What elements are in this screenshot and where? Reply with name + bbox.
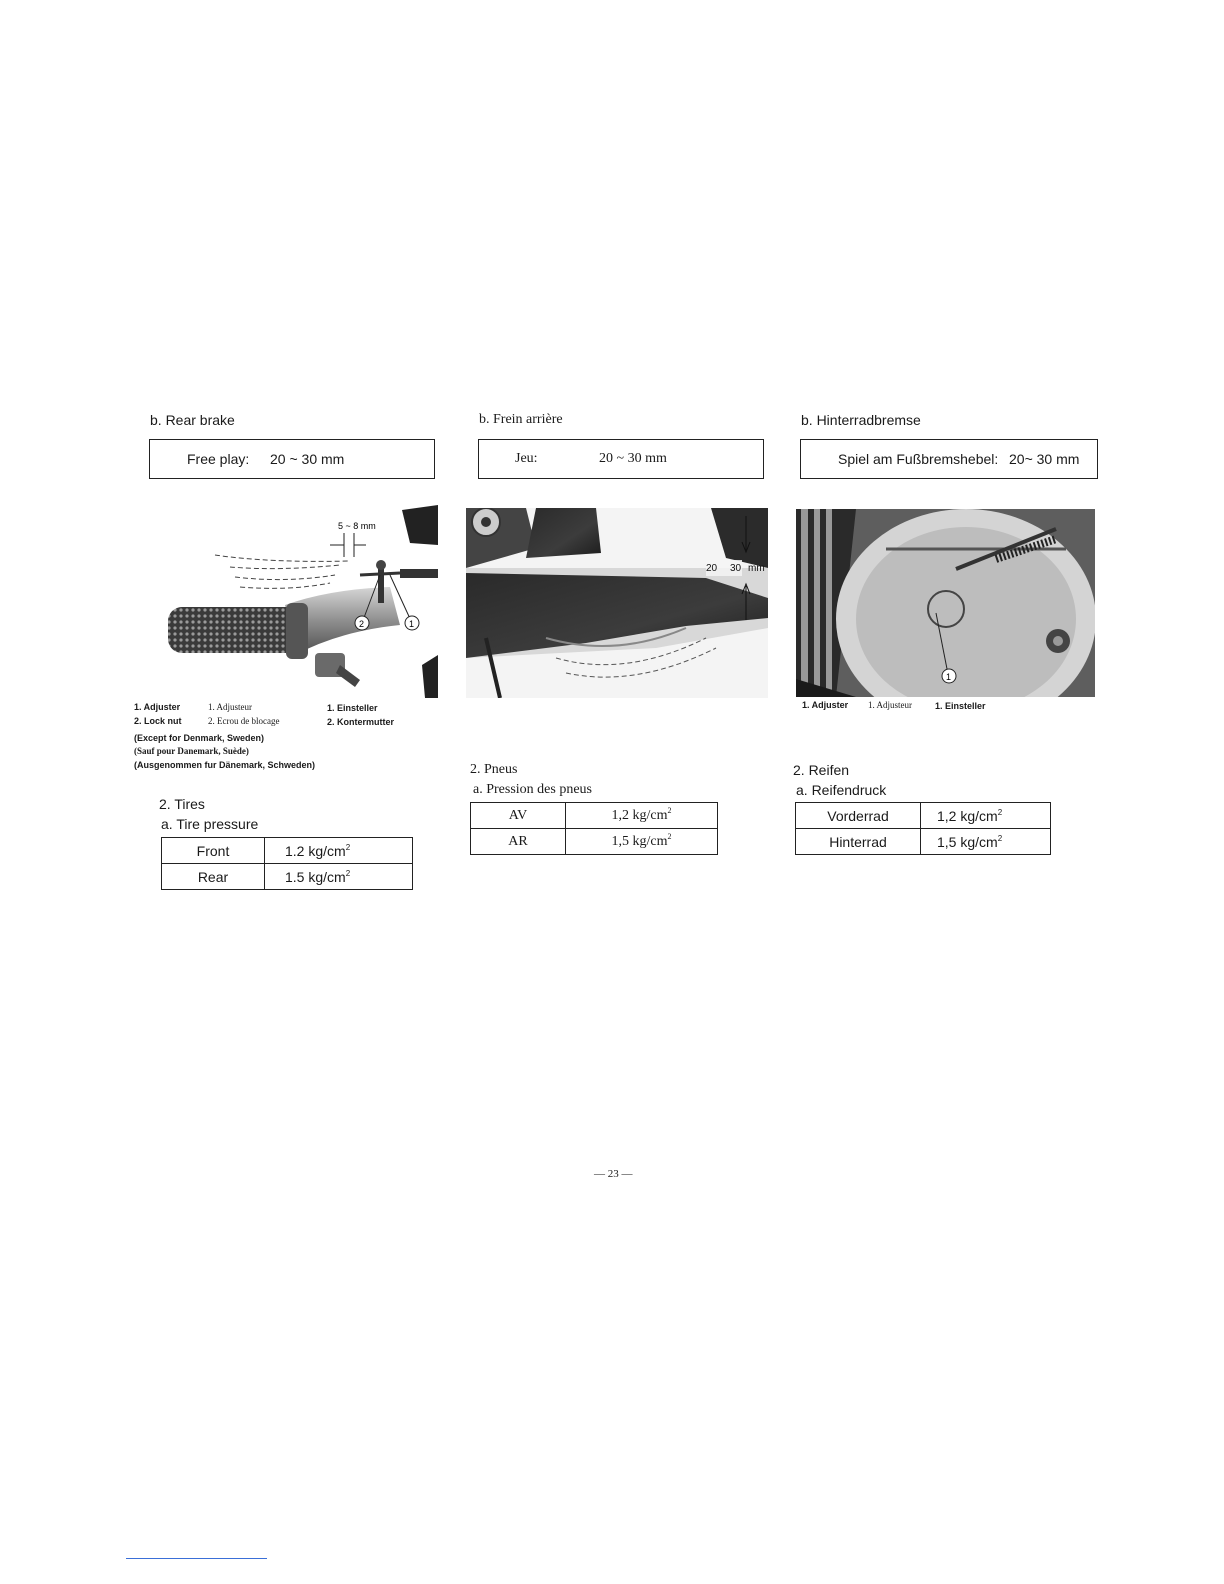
dimension-label: 5 ~ 8 mm	[338, 521, 376, 531]
table-cell-label: AV	[471, 803, 566, 829]
svg-text:2: 2	[359, 619, 365, 629]
table-cell-value: 1.5 $kg/cm^2$	[265, 864, 413, 890]
table-row	[162, 838, 413, 864]
caption-locknut-en: 2. Lock nut	[134, 716, 182, 726]
footer-rule	[126, 1558, 267, 1559]
table-cell-label: Rear	[162, 864, 265, 890]
english-spec-label: Free play:	[187, 451, 250, 467]
caption-adjuster-de-2: 1. Einsteller	[935, 701, 986, 711]
french-brake-lever-photo	[466, 508, 768, 698]
french-brake-heading: b. Frein arrière	[479, 412, 563, 427]
table-row	[796, 829, 1051, 855]
svg-text:1: 1	[946, 672, 952, 682]
page-number: — 23 —	[594, 1168, 633, 1180]
table-row	[796, 803, 1051, 829]
german-spec-label: Spiel am Fußbremshebel:	[838, 451, 999, 467]
caption-locknut-de: 2. Kontermutter	[327, 717, 395, 727]
svg-text:1: 1	[409, 619, 415, 629]
french-pressure-table	[470, 802, 718, 855]
photo-label-unit: mm	[748, 563, 765, 574]
english-pressure-table	[161, 837, 413, 890]
brake-adjuster-photo-illustration	[796, 509, 1095, 697]
french-pressure-heading: a. Pression des pneus	[473, 782, 592, 797]
brake-lever-photo-illustration	[466, 508, 768, 698]
table-cell-value: 1,2 $kg/cm^2$	[921, 803, 1051, 829]
german-pressure-heading: a. Reifendruck	[796, 782, 887, 798]
table-row	[162, 864, 413, 890]
caption-adjuster-de: 1. Einsteller	[327, 703, 378, 713]
photo-label-right: 30	[730, 563, 742, 574]
caption-adjuster-fr: 1. Adjusteur	[208, 702, 252, 712]
caption-locknut-fr: 2. Ecrou de blocage	[208, 716, 280, 726]
english-brake-heading: b. Rear brake	[150, 412, 235, 428]
caption-except-fr: (Sauf pour Danemark, Suède)	[134, 746, 249, 756]
table-cell-label: AR	[471, 829, 566, 855]
french-free-play-box	[478, 439, 764, 479]
english-spec-value: 20 ~ 30 mm	[270, 451, 345, 467]
german-adjuster-photo	[796, 509, 1095, 697]
table-cell-value: 1.2 $kg/cm^2$	[265, 838, 413, 864]
photo-label-left: 20	[706, 563, 718, 574]
handlebar-grip-illustration	[160, 505, 438, 698]
english-brake-lever-figure	[160, 505, 438, 698]
german-pressure-table	[795, 802, 1051, 855]
german-tires-heading: 2. Reifen	[793, 762, 850, 778]
german-free-play-box	[800, 439, 1098, 479]
table-row	[471, 803, 718, 829]
table-cell-label: Hinterrad	[796, 829, 921, 855]
table-cell-label: Vorderrad	[796, 803, 921, 829]
caption-adjuster-fr-2: 1. Adjusteur	[868, 700, 912, 710]
german-brake-heading: b. Hinterradbremse	[801, 412, 921, 428]
german-spec-value: 20~ 30 mm	[1009, 451, 1080, 467]
english-tires-heading: 2. Tires	[159, 796, 205, 812]
table-cell-value: 1,5 $kg/cm^2$	[921, 829, 1051, 855]
table-cell-label: Front	[162, 838, 265, 864]
table-cell-value: 1,5 $kg/cm^2$	[566, 829, 718, 855]
caption-except-en: (Except for Denmark, Sweden)	[134, 733, 265, 743]
french-spec-value: 20 ~ 30 mm	[599, 451, 667, 466]
caption-adjuster-en: 1. Adjuster	[134, 702, 181, 712]
english-free-play-box	[149, 439, 435, 479]
table-cell-value: 1,2 $kg/cm^2$	[566, 803, 718, 829]
french-tires-heading: 2. Pneus	[470, 762, 518, 777]
caption-except-de: (Ausgenommen fur Dänemark, Schweden)	[134, 760, 316, 770]
table-row	[471, 829, 718, 855]
french-spec-label: Jeu:	[515, 451, 538, 466]
caption-adjuster-en-2: 1. Adjuster	[802, 700, 849, 710]
english-pressure-heading: a. Tire pressure	[161, 816, 259, 832]
